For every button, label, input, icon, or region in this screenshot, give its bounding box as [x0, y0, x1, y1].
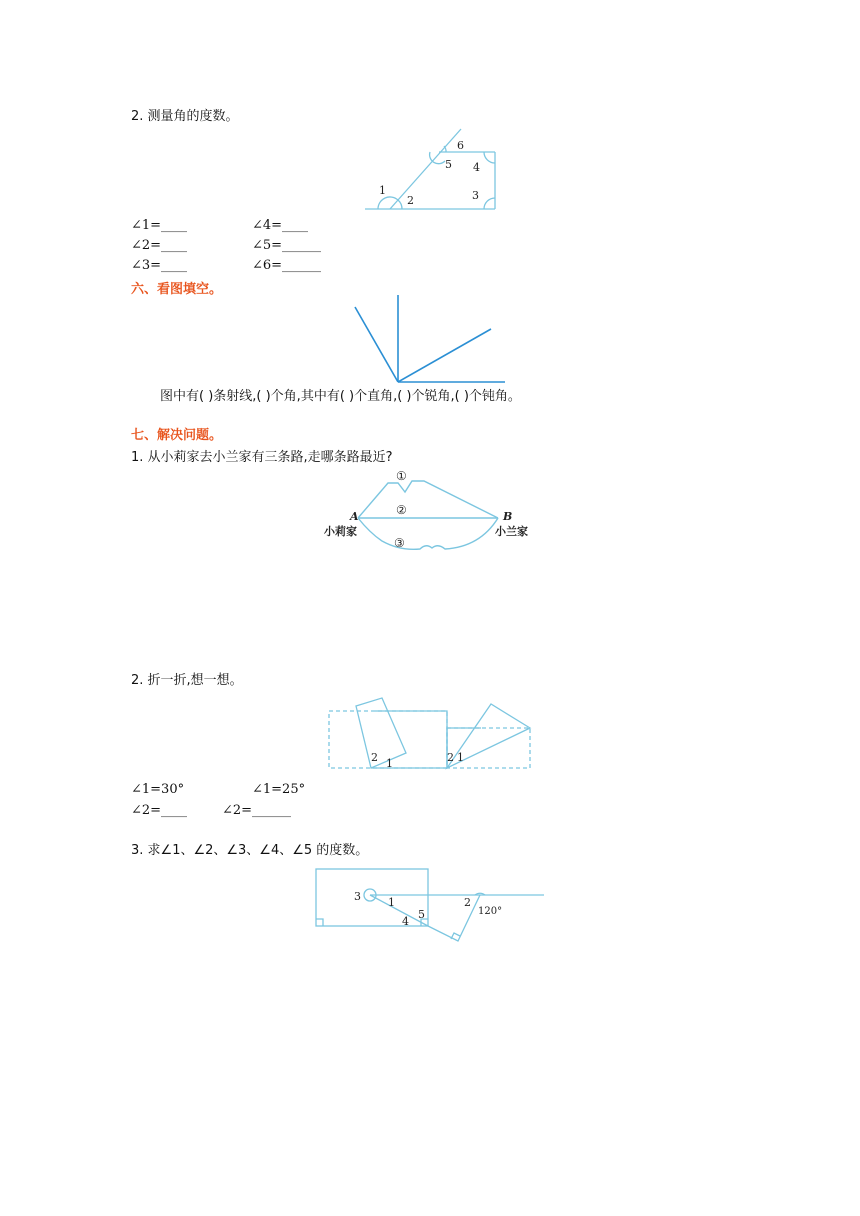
p3-given-angle: 120° — [478, 906, 503, 917]
answer-angle-4[interactable]: ∠4=____ — [252, 218, 309, 233]
problem-1-question: 1. 从小莉家去小兰家有三条路,走哪条路最近? — [131, 450, 393, 465]
fold-left-given: ∠1=30° — [131, 782, 185, 797]
fold-right-label-2: 2 — [447, 751, 454, 764]
fold-left-label-2: 2 — [371, 751, 378, 764]
q2-title: 2. 测量角的度数。 — [131, 109, 239, 124]
angles-rectangle-figure — [315, 867, 547, 945]
section-6-heading: 六、看图填空。 — [131, 282, 223, 297]
answer-angle-1[interactable]: ∠1=____ — [131, 218, 188, 233]
p3-angle-4: 4 — [402, 915, 409, 928]
point-a: A — [350, 510, 359, 523]
answer-angle-5[interactable]: ∠5=______ — [252, 238, 322, 253]
problem-2-question: 2. 折一折,想一想。 — [131, 673, 243, 688]
rays-figure — [350, 293, 510, 385]
fold-left-label-1: 1 — [386, 757, 393, 770]
answer-angle-6[interactable]: ∠6=______ — [252, 258, 322, 273]
p3-angle-5: 5 — [418, 908, 425, 921]
p3-angle-1: 1 — [388, 896, 395, 909]
problem-3-question: 3. 求∠1、∠2、∠3、∠4、∠5 的度数。 — [131, 843, 369, 858]
point-b: B — [503, 510, 513, 523]
section-7-heading: 七、解决问题。 — [131, 428, 223, 443]
home-a-label: 小莉家 — [324, 525, 357, 538]
fold-right-answer[interactable]: ∠2=______ — [222, 803, 292, 818]
p3-angle-2: 2 — [464, 896, 471, 909]
route-3-label: ③ — [394, 536, 405, 550]
p3-angle-3: 3 — [354, 890, 361, 903]
section-6-sentence[interactable]: 图中有( )条射线,( )个角,其中有( )个直角,( )个锐角,( )个钝角。 — [160, 389, 521, 404]
angle-label-3: 3 — [472, 189, 479, 202]
fold-right-label-1: 1 — [457, 751, 464, 764]
angle-label-4: 4 — [473, 161, 480, 174]
routes-figure — [320, 465, 540, 555]
fold-figure — [328, 697, 533, 773]
fold-left-answer[interactable]: ∠2=____ — [131, 803, 188, 818]
answer-angle-3[interactable]: ∠3=____ — [131, 258, 188, 273]
angle-label-1: 1 — [379, 184, 386, 197]
answer-angle-2[interactable]: ∠2=____ — [131, 238, 188, 253]
angle-label-6: 6 — [457, 139, 464, 152]
angle-label-5: 5 — [445, 158, 452, 171]
home-b-label: 小兰家 — [495, 525, 528, 538]
angle-label-2: 2 — [407, 194, 414, 207]
angle-measure-figure — [360, 125, 500, 215]
fold-right-given: ∠1=25° — [252, 782, 306, 797]
route-1-label: ① — [396, 469, 407, 483]
route-2-label: ② — [396, 503, 407, 517]
